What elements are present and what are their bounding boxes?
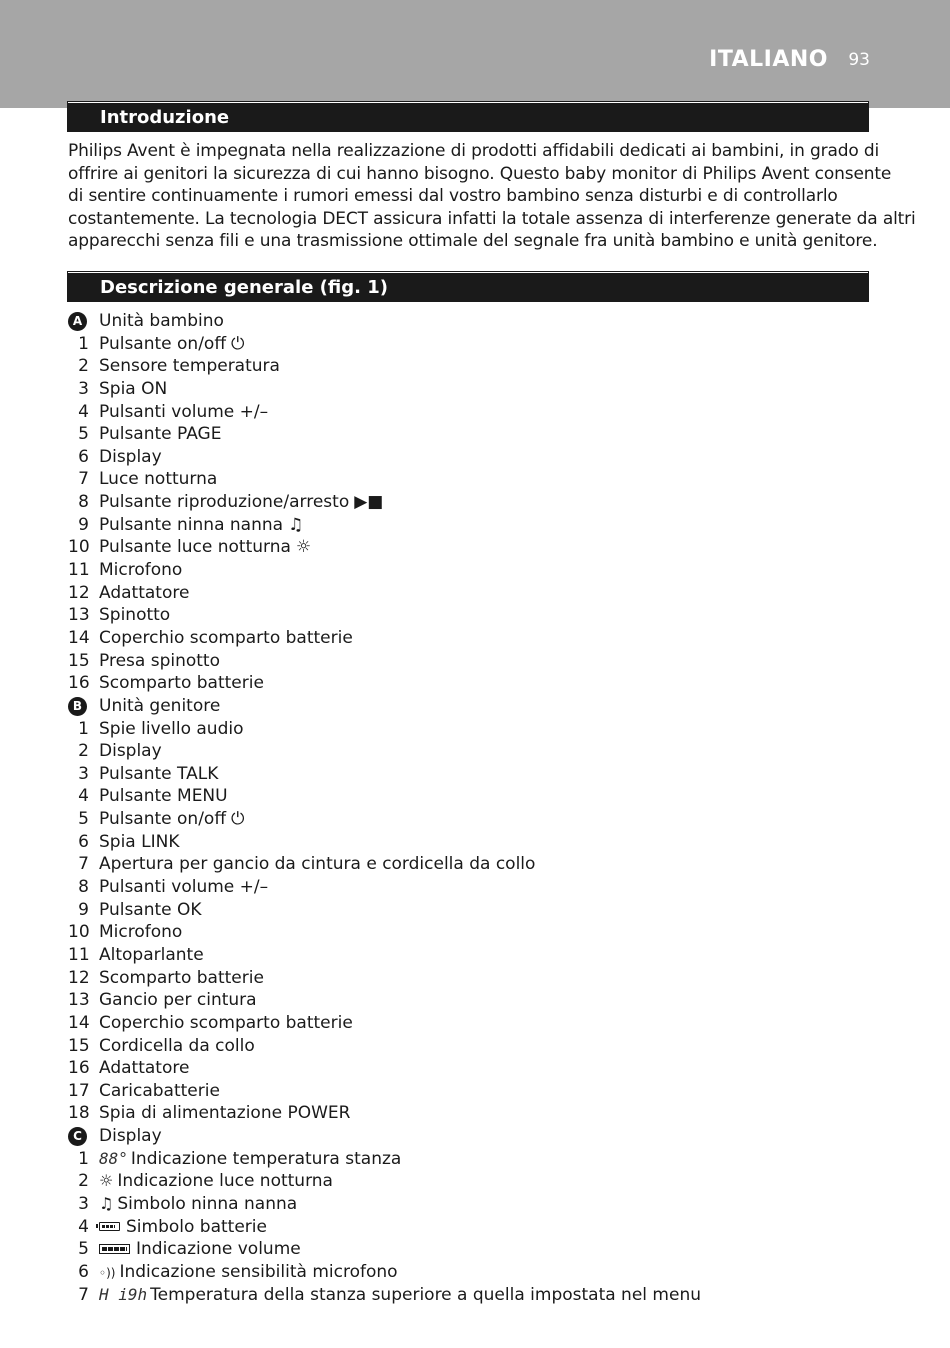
microphone-sensitivity-icon: ◦)) <box>99 1265 116 1280</box>
badge-c-icon: C <box>68 1127 87 1146</box>
item-label: Coperchio scomparto batterie <box>99 1012 353 1033</box>
item-number: 3 <box>78 378 89 399</box>
list-item <box>68 763 868 786</box>
list-item <box>68 718 868 741</box>
item-number: 4 <box>78 1216 89 1237</box>
list-item <box>68 1102 868 1125</box>
item-number: 12 <box>68 967 90 988</box>
list-item <box>68 1238 868 1261</box>
item-number: 17 <box>68 1080 90 1101</box>
list-item <box>68 672 868 695</box>
item-label: Spia LINK <box>99 831 180 852</box>
item-number: 6 <box>78 446 89 467</box>
item-label: Spinotto <box>99 605 171 626</box>
item-label: Simbolo batterie <box>126 1216 267 1237</box>
list-item <box>68 1261 868 1284</box>
intro-line: apparecchi senza fili e una trasmissione ottimale del segnale fra unità bambino e unità genitore. <box>68 231 878 252</box>
item-label: Pulsante MENU <box>99 786 228 807</box>
item-label: Adattatore <box>99 1058 190 1079</box>
item-label: Scomparto batterie <box>99 673 264 694</box>
item-number: 3 <box>78 763 89 784</box>
intro-line: Philips Avent è impegnata nella realizzazione di prodotti affidabili dedicati ai bambini, in grado di <box>68 141 880 161</box>
item-label: Pulsante OK <box>99 899 202 920</box>
list-item <box>68 423 868 446</box>
item-label: Gancio per cintura <box>99 990 257 1011</box>
list-item <box>68 876 868 899</box>
list-item <box>68 1035 868 1058</box>
list-item <box>68 536 868 559</box>
item-label: Display <box>99 446 162 467</box>
item-number: 10 <box>68 922 90 943</box>
item-number: 6 <box>78 1261 89 1282</box>
item-number: 8 <box>78 492 89 513</box>
language-label: ITALIANO <box>709 47 828 72</box>
list-item <box>68 853 868 876</box>
item-label: Scomparto batterie <box>99 967 264 988</box>
item-label: Microfono <box>99 560 183 581</box>
list-item <box>68 1170 868 1193</box>
list-item <box>68 627 868 650</box>
temperature-digits-icon: 88° <box>99 1148 128 1168</box>
list-item <box>68 831 868 854</box>
play-stop-icon: ▶■ <box>354 492 384 513</box>
item-number: 15 <box>68 650 90 671</box>
list-item <box>68 740 868 763</box>
power-icon: ⏻ <box>231 333 245 354</box>
power-icon: ⏻ <box>231 809 245 830</box>
lullaby-icon: ♫ <box>288 514 304 535</box>
item-label: Pulsanti volume +/– <box>99 877 269 898</box>
item-label: Caricabatterie <box>99 1080 220 1101</box>
item-label: Adattatore <box>99 582 190 603</box>
item-number: 1 <box>78 1148 89 1169</box>
parent-unit-items <box>68 718 868 1126</box>
list-item <box>68 921 868 944</box>
list-item <box>68 1012 868 1035</box>
item-label: Pulsante riproduzione/arresto <box>99 492 350 513</box>
page-number: 93 <box>848 50 870 70</box>
list-item <box>68 378 868 401</box>
night-light-icon: ☼ <box>295 537 312 558</box>
item-label: Pulsante ninna nanna <box>99 514 284 535</box>
item-number: 4 <box>78 786 89 807</box>
item-label: Indicazione sensibilità microfono <box>119 1261 398 1282</box>
list-item <box>68 1057 868 1080</box>
badge-a-icon: A <box>68 312 87 331</box>
baby-unit-items <box>68 333 868 695</box>
item-number: 10 <box>68 537 90 558</box>
item-number: 7 <box>78 469 89 490</box>
item-label: Pulsante TALK <box>99 763 219 784</box>
list-item <box>68 1193 868 1216</box>
item-label: Indicazione luce notturna <box>117 1171 333 1192</box>
item-label: Pulsante luce notturna <box>99 537 291 558</box>
section-heading-introduction: Introduzione <box>68 102 868 131</box>
list-item <box>68 899 868 922</box>
list-item <box>68 446 868 469</box>
item-number: 4 <box>78 401 89 422</box>
item-label: Temperatura della stanza superiore a quella impostata nel menu <box>150 1284 701 1305</box>
item-label: Luce notturna <box>99 469 218 490</box>
list-item <box>68 514 868 537</box>
group-title: Unità genitore <box>99 695 221 716</box>
item-label: Indicazione temperatura stanza <box>130 1148 402 1169</box>
list-item <box>68 989 868 1012</box>
item-label: Pulsante PAGE <box>99 424 222 445</box>
item-number: 11 <box>68 560 90 581</box>
item-label: Spia di alimentazione POWER <box>99 1103 351 1124</box>
list-item <box>68 785 868 808</box>
list-item <box>68 1284 868 1307</box>
item-label: Apertura per gancio da cintura e cordicella da collo <box>99 854 536 875</box>
badge-b-icon: B <box>68 697 87 716</box>
item-label: Pulsanti volume +/– <box>99 401 269 422</box>
item-number: 12 <box>68 582 90 603</box>
night-light-icon: ☼ <box>99 1171 114 1191</box>
item-label: Coperchio scomparto batterie <box>99 627 353 648</box>
item-number: 7 <box>78 854 89 875</box>
item-label: Display <box>99 741 162 762</box>
item-label: Spia ON <box>99 378 168 399</box>
item-number: 2 <box>78 741 89 762</box>
intro-line: costantemente. La tecnologia DECT assicura infatti la totale assenza di interferenze generate da altri <box>68 208 916 229</box>
list-item <box>68 604 868 627</box>
item-number: 1 <box>78 333 89 354</box>
group-heading-display <box>68 1125 868 1148</box>
item-number: 5 <box>78 424 89 445</box>
item-number: 18 <box>68 1103 90 1124</box>
list-item <box>68 401 868 424</box>
group-title: Unità bambino <box>99 311 224 331</box>
list-item <box>68 1148 868 1171</box>
group-heading-baby-unit <box>68 310 868 333</box>
volume-bar-icon <box>99 1244 130 1254</box>
item-number: 9 <box>78 514 89 535</box>
parts-list <box>68 310 868 1306</box>
battery-icon <box>99 1222 120 1231</box>
list-item <box>68 491 868 514</box>
list-item <box>68 582 868 605</box>
item-number: 15 <box>68 1035 90 1056</box>
header-band <box>0 0 950 108</box>
list-item <box>68 650 868 673</box>
lullaby-icon: ♫ <box>99 1193 114 1213</box>
item-number: 2 <box>78 1171 89 1192</box>
group-title: Display <box>99 1126 162 1147</box>
item-number: 8 <box>78 877 89 898</box>
item-number: 13 <box>68 605 90 626</box>
item-label: Simbolo ninna nanna <box>117 1193 298 1214</box>
list-item <box>68 559 868 582</box>
intro-line: offrire ai genitori la sicurezza di cui hanno bisogno. Questo baby monitor di Philips Avent consente <box>68 163 892 184</box>
section-heading-overview: Descrizione generale (fig. 1) <box>68 272 868 301</box>
item-number: 5 <box>78 809 89 830</box>
item-label: Presa spinotto <box>99 650 220 671</box>
list-item <box>68 468 868 491</box>
item-label: Spie livello audio <box>99 718 244 739</box>
item-number: 16 <box>68 673 90 694</box>
list-item <box>68 967 868 990</box>
list-item <box>68 1080 868 1103</box>
item-number: 2 <box>78 356 89 377</box>
item-label: Indicazione volume <box>136 1239 301 1260</box>
item-number: 11 <box>68 944 90 965</box>
high-temperature-digits-icon: H i9h <box>99 1284 148 1304</box>
item-number: 9 <box>78 899 89 920</box>
intro-paragraph <box>68 140 916 253</box>
item-label: Altoparlante <box>99 944 204 965</box>
list-item <box>68 333 868 356</box>
item-number: 14 <box>68 1012 90 1033</box>
item-number: 14 <box>68 627 90 648</box>
item-label: Cordicella da collo <box>99 1035 255 1056</box>
item-label: Sensore temperatura <box>99 356 280 377</box>
item-number: 3 <box>78 1193 89 1214</box>
item-number: 1 <box>78 718 89 739</box>
list-item <box>68 808 868 831</box>
item-label: Pulsante on/off <box>99 333 227 354</box>
item-number: 13 <box>68 990 90 1011</box>
item-label: Microfono <box>99 922 183 943</box>
intro-line: di sentire continuamente i rumori emessi dal vostro bambino senza disturbi e di controllarlo <box>68 186 838 207</box>
group-heading-parent-unit <box>68 695 868 718</box>
item-label: Pulsante on/off <box>99 809 227 830</box>
item-number: 5 <box>78 1239 89 1260</box>
item-number: 7 <box>78 1284 89 1305</box>
list-item <box>68 1216 868 1239</box>
item-number: 6 <box>78 831 89 852</box>
list-item <box>68 944 868 967</box>
item-number: 16 <box>68 1058 90 1079</box>
list-item <box>68 355 868 378</box>
